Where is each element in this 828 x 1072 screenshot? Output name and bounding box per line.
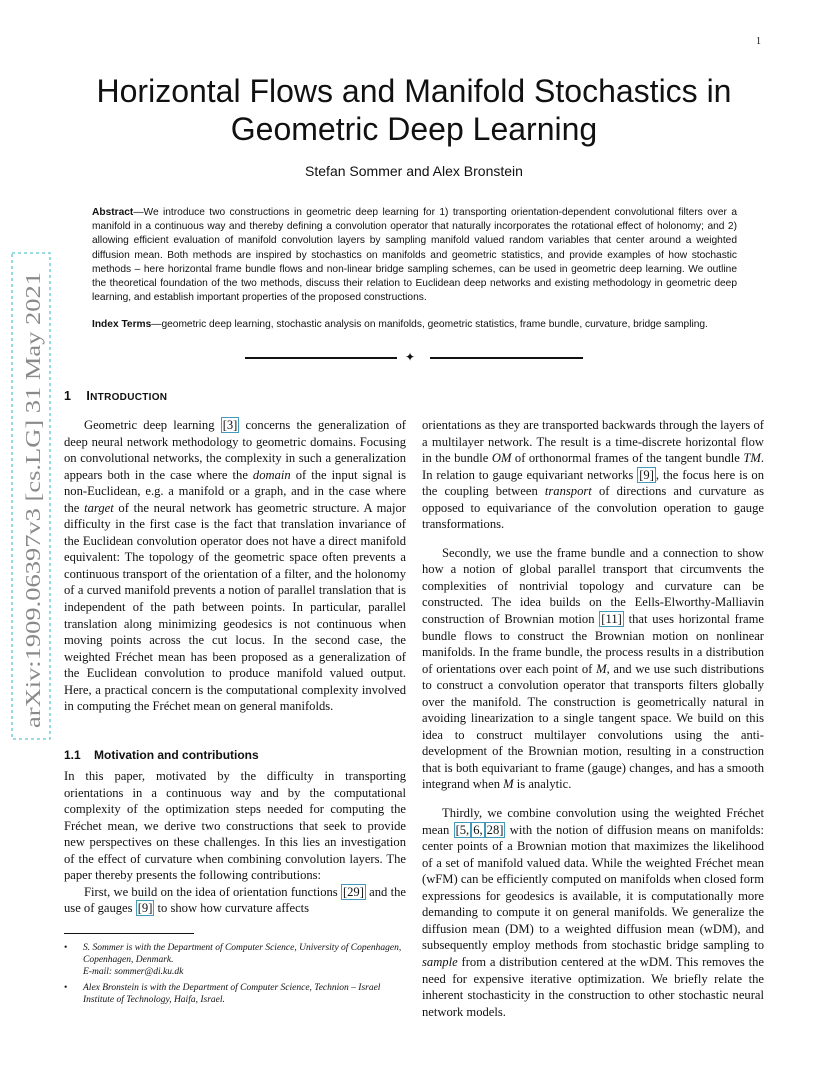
footnote-item: • S. Sommer is with the Department of Computer Science, University of Copenhagen, Copenhagen, Denmark. E-mail: sommer@di.ku.dk [64,943,402,977]
math-M: M [503,777,514,792]
index-terms-text: —geometric deep learning, stochastic analysis on manifolds, geometric statistics, frame bundle, curvature, bridge sampling. [151,319,708,330]
abstract [92,206,737,305]
motivation-paragraph-4: Secondly, we use the frame bundle and a connection to show how a notion of global parallel transport that circumvents the complexities of nontrivial topology and curvature can be constructed. The idea builds on the Eells-Elworthy-Malliavin construction of Brownian motion [11] that uses horizontal frame bundle flows to construct the Brownian motion on nonlinear manifolds. In the frame bundle, the process results in a distribution of orientations over each point of M, and we use such distributions to construct a convolution operator that transports filters globally over the manifold. The construction is geometrically natural in avoiding linearization to a single tangent space. We build on this idea to construct multilayer convolutions using the anti-development of the Brownian motion, resulting in a construction that is both equivariant to frame (gauge) changes, and has a smooth integrand when M is analytic. [422,545,764,792]
author-email: E-mail: sommer@di.ku.dk [83,967,184,977]
right-column [422,417,764,1020]
citation-link[interactable]: [5, [455,822,470,837]
section-title-first: I [86,389,91,403]
bullet-icon: • [64,983,68,993]
bullet-icon: • [64,943,68,953]
left-column-top [64,417,406,715]
motivation-paragraph-1: In this paper, motivated by the difficulty in transporting orientations in a continuous way and by the computational complexity of the optimization steps needed for computing the Fréchet mean, we derive two constructions that seek to provide new perspectives on these challenges. In this lies an investigation of the effect of curvature when combining convolution layers. The paper thereby presents the following contributions: [64,769,406,883]
abstract-label: Abstract [92,207,134,218]
section-number: 1 [64,389,72,403]
section-heading [64,389,167,403]
citation-link[interactable]: [29] [342,884,364,899]
subsection-title: Motivation and contributions [94,748,259,762]
footnote-item: • Alex Bronstein is with the Department of Computer Science, Technion – Israel Institute of Technology, Haifa, Israel. [64,983,381,1005]
abstract-text: —We introduce two constructions in geometric deep learning for 1) transporting orientation-dependent convolutional filters over a manifold in a continuous way and thereby defining a convolution operator that naturally incorporates the rotational effect of holonomy; and 2) allowing efficient evaluation of manifold convolution layers by sampling manifold valued random variables that center around a weighted diffusion mean. Both methods are inspired by stochastics on manifolds and geometric statistics, and provide examples of how stochastic methods – here horizontal frame bundle flows and non-linear bridge sampling schemes, can be used in geometric deep learning. We outline the theoretical foundation of the two methods, discuss their relation to Euclidean deep networks and existing methodology in geometric deep learning, and establish important properties of the proposed constructions. [92,207,737,304]
separator-line-right [430,357,583,359]
separator-diamond-icon: ✦ [405,350,416,364]
subsection-heading [64,748,259,762]
arxiv-stamp-text: arXiv:1909.06397v3 [cs.LG] 31 May 2021 [21,357,45,728]
separator-line-left [245,357,397,359]
paper-authors: Stefan Sommer and Alex Bronstein [305,163,523,179]
page-number: 1 [756,36,761,47]
citation-link[interactable]: [11] [601,612,622,627]
index-terms [92,318,737,332]
footnote-rule [64,933,194,934]
intro-paragraph-1: Geometric deep learning [3] concerns the generalization of deep neural network methodology to geometric domains. Focusing on convolutional networks, the complexity in such a generalization appears both in the case where the domain of the input signal is non-Euclidean, e.g. a manifold or a graph, and in the case where the target of the neural network has geometric structure. A major difficulty in the first case is the fact that translation invariance of the Euclidean convolution operator does not have a direct manifold equivalent: The topology of the geometric space often prevents a continuous transport of the orientation of a filter, and the holonomy of a curved manifold prevents a notion of parallel translation that is independent of the path between points. In particular, parallel translation along minimizing geodesics is not continuous when moving points across the cut locus. In the second case, the weighted Fréchet mean has been proposed as a generalization of the Euclidean convolution to produce manifold valued output. Here, a practical concern is the computational complexity involved in computing the Fréchet mean on general manifolds. [64,418,406,714]
footnotes [64,942,409,1010]
citation-link[interactable]: [9] [639,467,654,482]
citation-link[interactable]: [9] [137,901,153,916]
index-terms-label: Index Terms [92,319,152,330]
arxiv-stamp [11,252,51,740]
motivation-paragraph-3: orientations as they are transported backwards through the layers of a multilayer network. The result is a time-discrete horizontal flow in the bundle OM of orthonormal frames of the tangent bundle TM. In relation to gauge equivariant networks [9] , the focus here is on the coupling between transport of directions and curvature as opposed to equivariance of the convolution operation to gauge transformations. [422,418,765,532]
subsection-number: 1.1 [64,748,81,762]
motivation-paragraph-5: Thirdly, we combine convolution using the weighted Fréchet mean [5, 6, 28] with the notion of diffusion means on manifolds: center points of a Brownian motion that maximizes the likelihood of a set of manifold valued data. While the weighted Fréchet mean (wFM) can be efficiently computed on manifolds when closed form expressions for geodesics is available, it is computationally more demanding to compute it on general manifolds. We generalize the diffusion mean (DM) to a weighted diffusion mean (wDM), and subsequently employ methods from stochastic bridge sampling to sample from a distribution centered at the wDM. This removes the need for expensive iterative optimization. We briefly relate the inherent stochasticity in the construction to other stochastic neural network models. [422,806,765,1019]
citation-link[interactable]: [3] [222,418,238,432]
citation-link[interactable]: 6, [473,822,483,837]
citation-link[interactable]: 28] [486,822,504,837]
motivation-paragraph-2: First, we build on the idea of orientation functions [29] and the use of gauges [9] to show how curvature affects [64,884,406,916]
paper-title: Horizontal Flows and Manifold Stochastics in Geometric Deep Learning [96,73,732,147]
math-TM: TM [743,451,761,466]
math-M: M [596,661,607,676]
section-title-rest: NTRODUCTION [90,392,168,403]
left-column-bottom [64,768,406,917]
math-OM: OM [491,451,512,466]
